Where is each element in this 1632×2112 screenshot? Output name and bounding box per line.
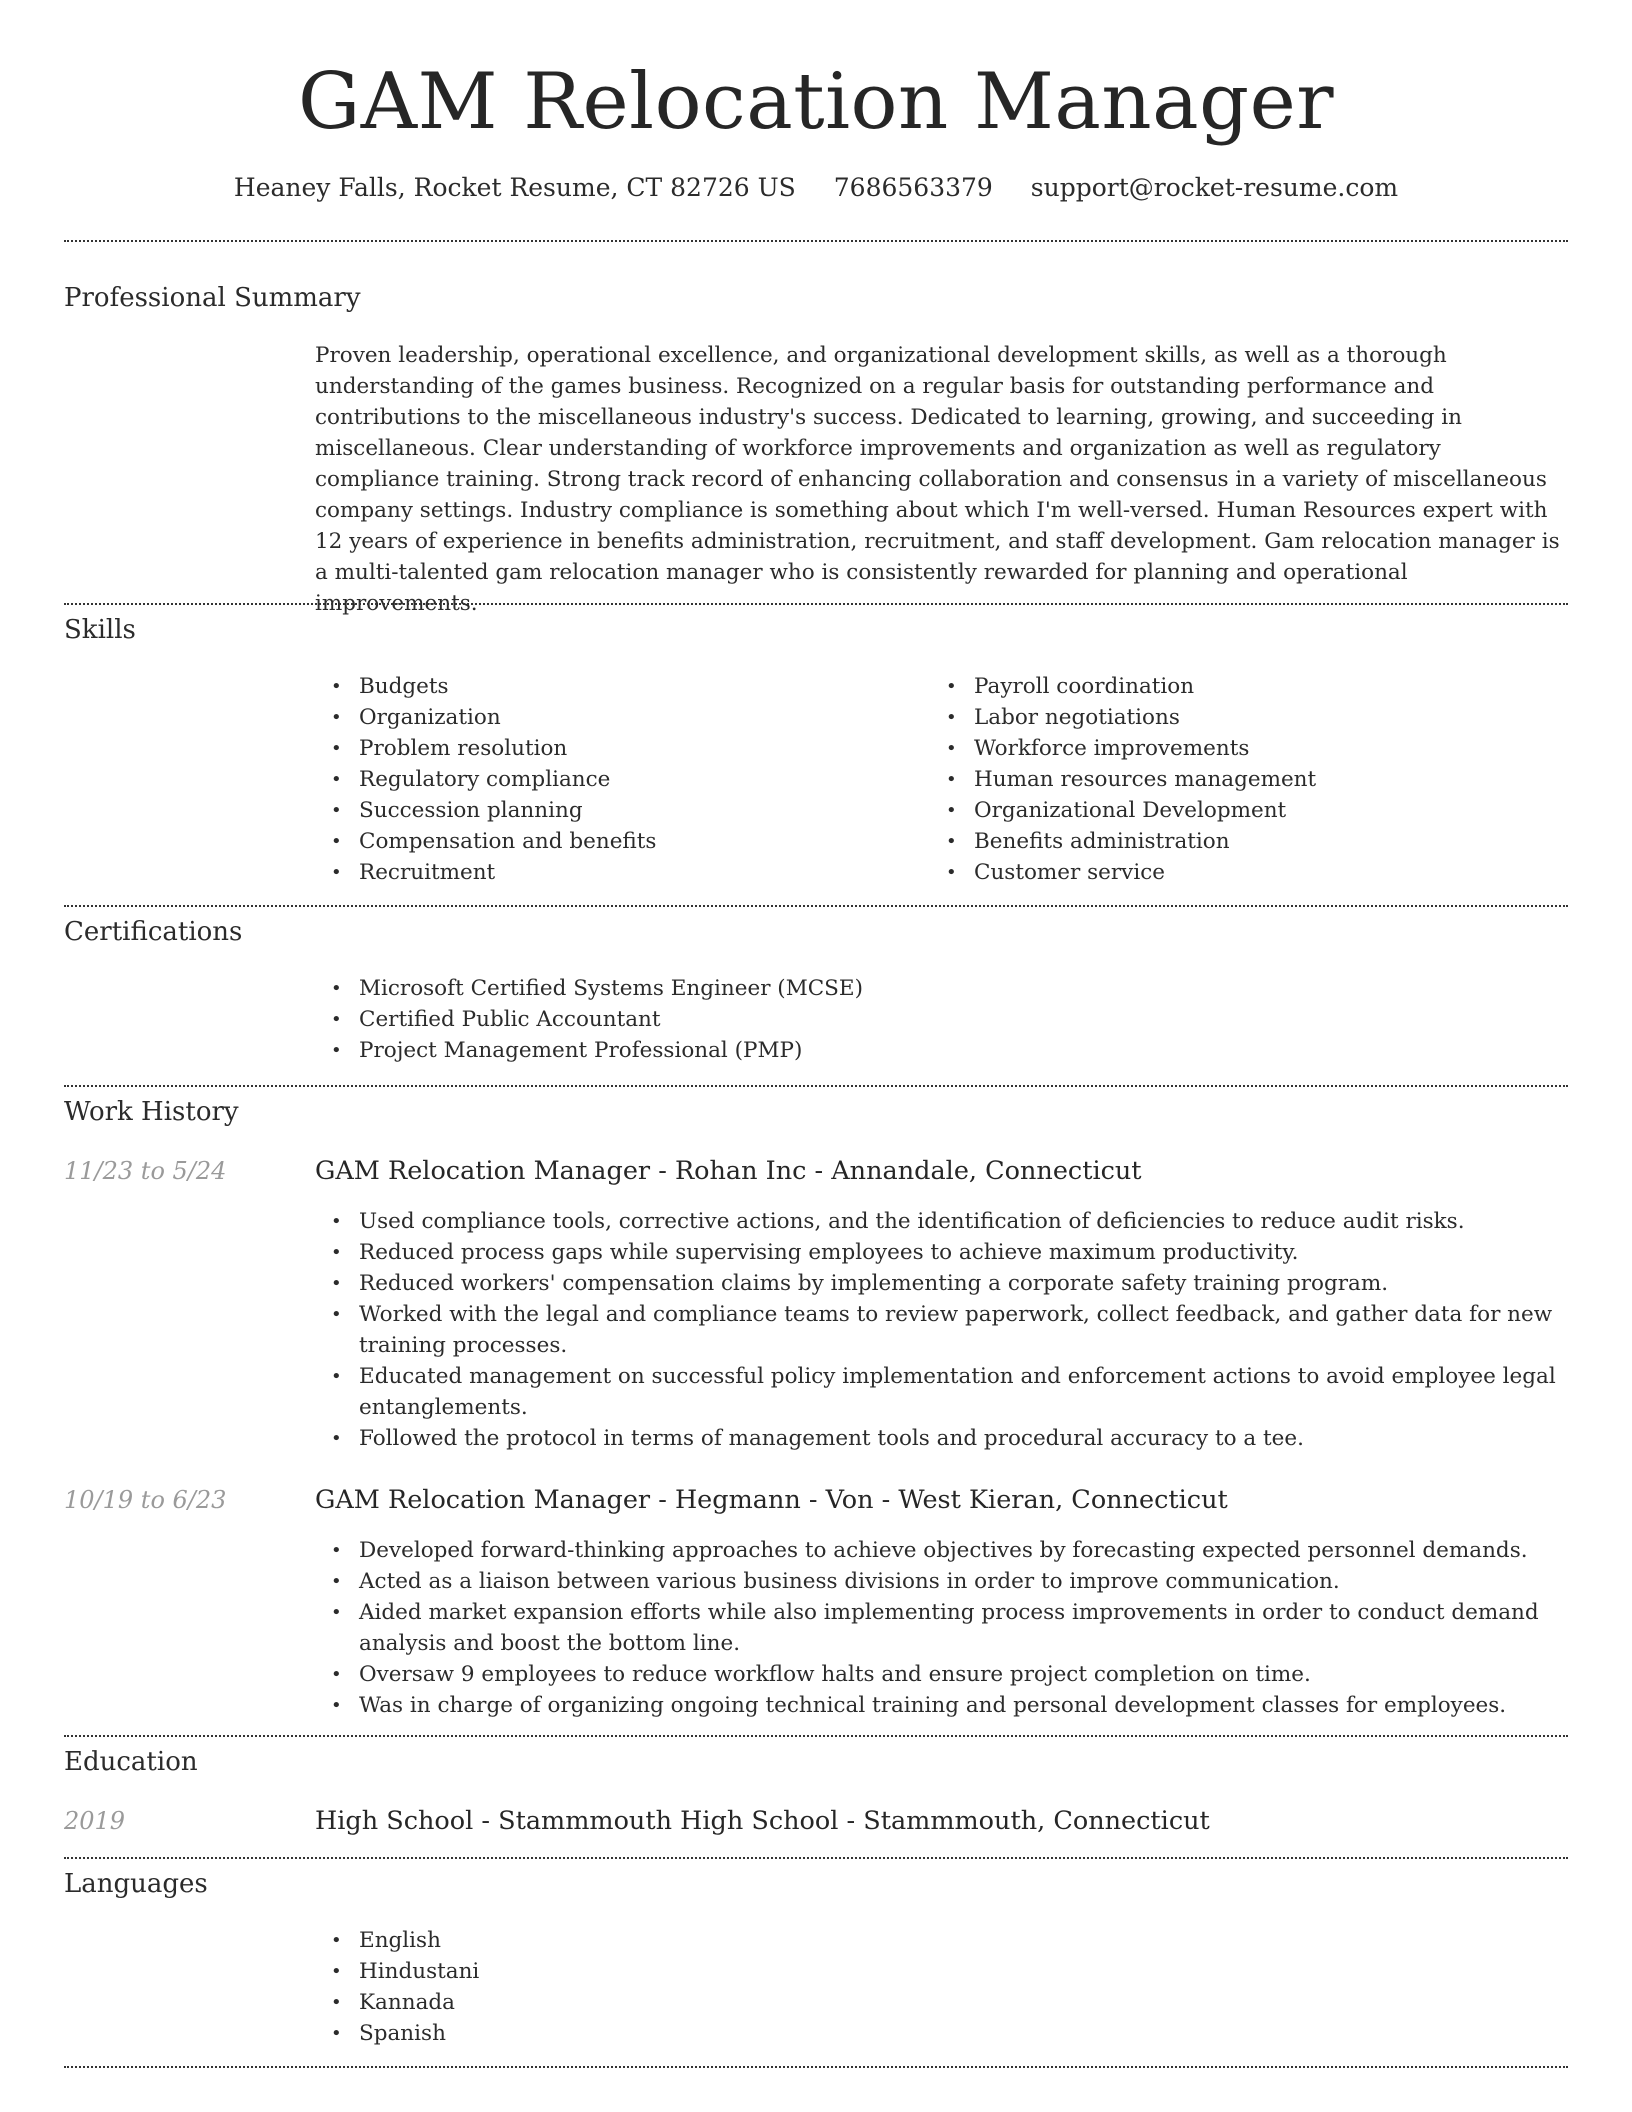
list-item: • Hindustani (315, 1956, 1560, 1987)
job-title: GAM Relocation Manager - Rohan Inc - Annandale, Connecticut (315, 1156, 1142, 1186)
divider (64, 905, 1568, 907)
list-item: • Organizational Development (930, 795, 1550, 826)
divider (64, 603, 1568, 605)
list-item: • Customer service (930, 857, 1550, 888)
list-item: • Succession planning (315, 795, 915, 826)
list-item: • Certified Public Accountant (315, 1004, 1560, 1035)
certifications-heading: Certifications (64, 917, 243, 947)
list-item: • Problem resolution (315, 733, 915, 764)
job-date: 11/23 to 5/24 (64, 1157, 227, 1185)
contact-line (64, 170, 1568, 206)
list-item: • Payroll coordination (930, 671, 1550, 702)
divider (64, 1085, 1568, 1087)
languages-list (315, 1925, 1560, 2049)
skills-list-left (315, 671, 915, 888)
list-item: • Oversaw 9 employees to reduce workflow halts and ensure project completion on time. (315, 1659, 1560, 1690)
list-item: • Microsoft Certified Systems Engineer (MCSE) (315, 973, 1560, 1004)
list-item: • Labor negotiations (930, 702, 1550, 733)
job-bullets (315, 1206, 1560, 1454)
list-item: • Reduced process gaps while supervising employees to achieve maximum productivity. (315, 1237, 1560, 1268)
skills-heading: Skills (64, 615, 136, 645)
summary-heading: Professional Summary (64, 283, 361, 313)
list-item: • Kannada (315, 1987, 1560, 2018)
job-title: GAM Relocation Manager - Hegmann - Von - West Kieran, Connecticut (315, 1485, 1228, 1515)
education-heading: Education (64, 1747, 198, 1777)
list-item: • Educated management on successful policy implementation and enforcement actions to avoid employee legal entanglements. (315, 1361, 1560, 1423)
job-bullets (315, 1535, 1560, 1721)
email: support@rocket-resume.com (1030, 173, 1399, 202)
list-item: • Project Management Professional (PMP) (315, 1035, 1560, 1066)
languages-heading: Languages (64, 1869, 208, 1899)
list-item: • Was in charge of organizing ongoing technical training and personal development classes for employees. (315, 1690, 1560, 1721)
divider (64, 2066, 1568, 2068)
divider (64, 1857, 1568, 1859)
divider (64, 240, 1568, 242)
certifications-list (315, 973, 1560, 1066)
list-item: • Followed the protocol in terms of management tools and procedural accuracy to a tee. (315, 1423, 1560, 1454)
education-entry: High School - Stammmouth High School - Stammmouth, Connecticut (315, 1806, 1210, 1836)
list-item: • Reduced workers' compensation claims by implementing a corporate safety training program. (315, 1268, 1560, 1299)
list-item: • Regulatory compliance (315, 764, 915, 795)
divider (64, 1735, 1568, 1737)
list-item: • Used compliance tools, corrective actions, and the identification of deficiencies to reduce audit risks. (315, 1206, 1560, 1237)
address: Heaney Falls, Rocket Resume, CT 82726 US (233, 173, 796, 202)
list-item: • Budgets (315, 671, 915, 702)
list-item: • Worked with the legal and compliance teams to review paperwork, collect feedback, and gather data for new training processes. (315, 1299, 1560, 1361)
list-item: • Organization (315, 702, 915, 733)
list-item: • Benefits administration (930, 826, 1550, 857)
list-item: • Human resources management (930, 764, 1550, 795)
summary-text: Proven leadership, operational excellence, and organizational development skills, as well as a thorough understanding of the games business. Recognized on a regular basis for outstanding performance and contributions to the miscellaneous industry's success. Dedicated to learning, growing, and succeeding in miscellaneous. Clear understanding of workforce improvements and organization as well as regulatory compliance training. Strong track record of enhancing collaboration and consensus in a variety of miscellaneous company settings. Industry compliance is something about which I'm well-versed. Human Resources expert with 12 years of experience in benefits administration, recruitment, and staff development. Gam relocation manager is a multi-talented gam relocation manager who is consistently rewarded for planning and operational improvements. (315, 343, 1560, 616)
work-history-heading: Work History (64, 1097, 239, 1127)
list-item: • Recruitment (315, 857, 915, 888)
candidate-name: GAM Relocation Manager (297, 57, 1335, 147)
list-item: • Acted as a liaison between various business divisions in order to improve communication. (315, 1566, 1560, 1597)
phone: 7686563379 (833, 173, 993, 202)
list-item: • Workforce improvements (930, 733, 1550, 764)
skills-list-right (930, 671, 1550, 888)
job-date: 10/19 to 6/23 (64, 1486, 227, 1514)
list-item: • Developed forward-thinking approaches to achieve objectives by forecasting expected personnel demands. (315, 1535, 1560, 1566)
education-date: 2019 (64, 1807, 126, 1835)
list-item: • English (315, 1925, 1560, 1956)
list-item: • Spanish (315, 2018, 1560, 2049)
list-item: • Aided market expansion efforts while also implementing process improvements in order to conduct demand analysis and boost the bottom line. (315, 1597, 1560, 1659)
list-item: • Compensation and benefits (315, 826, 915, 857)
